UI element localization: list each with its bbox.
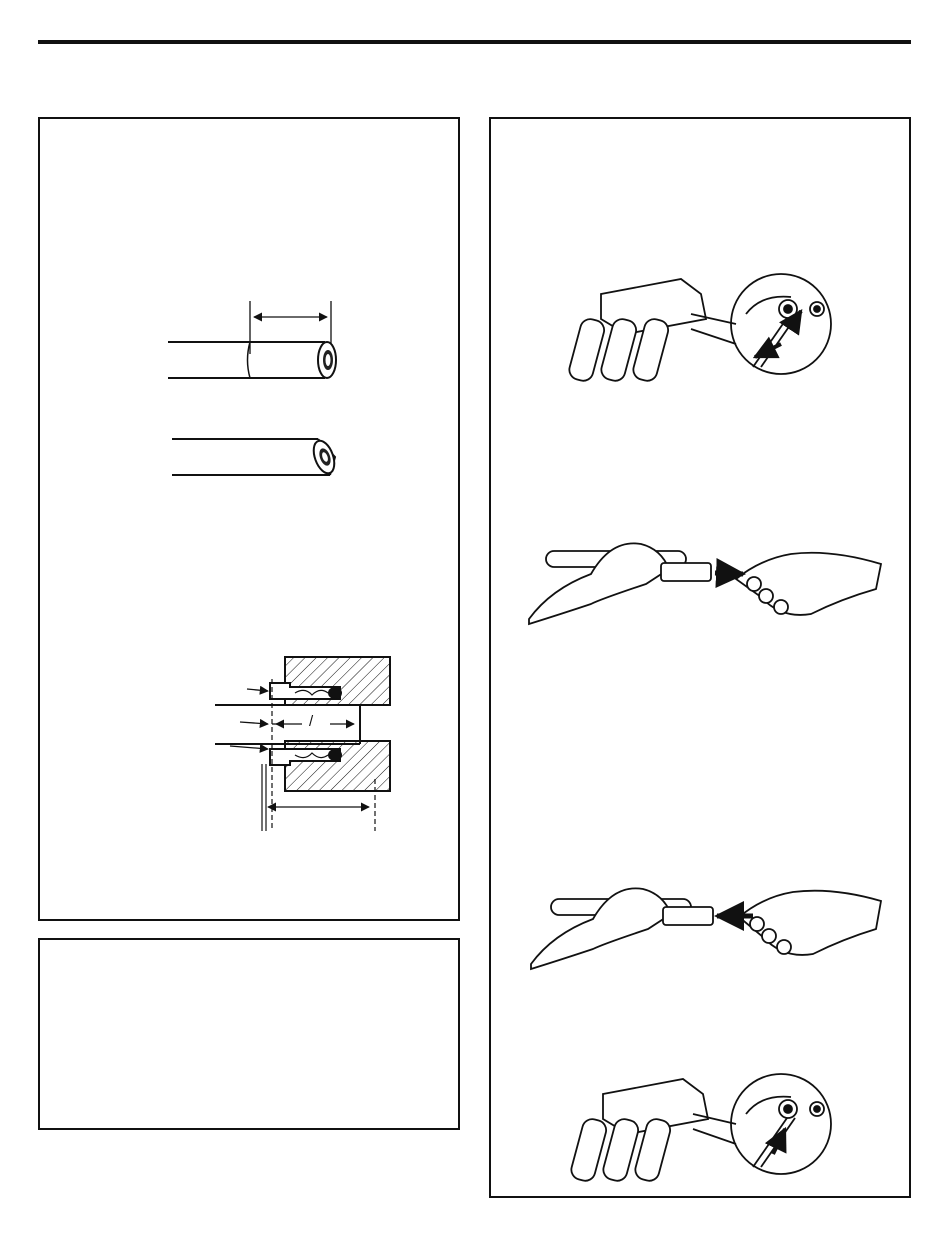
filter-removal-panel bbox=[489, 117, 911, 1198]
filter-housing-reinstall-illustration bbox=[569, 1074, 831, 1183]
header-rule bbox=[38, 40, 911, 44]
dimension-mark: / bbox=[309, 713, 314, 730]
note-panel bbox=[38, 938, 460, 1130]
tube-insertion-mark-illustration bbox=[40, 119, 462, 923]
hands-insert-filter-illustration bbox=[531, 888, 881, 969]
tubing-instructions-panel bbox=[38, 117, 460, 921]
filter-housing-release-illustration-top bbox=[491, 119, 913, 1200]
hands-remove-filter-illustration bbox=[529, 543, 881, 624]
